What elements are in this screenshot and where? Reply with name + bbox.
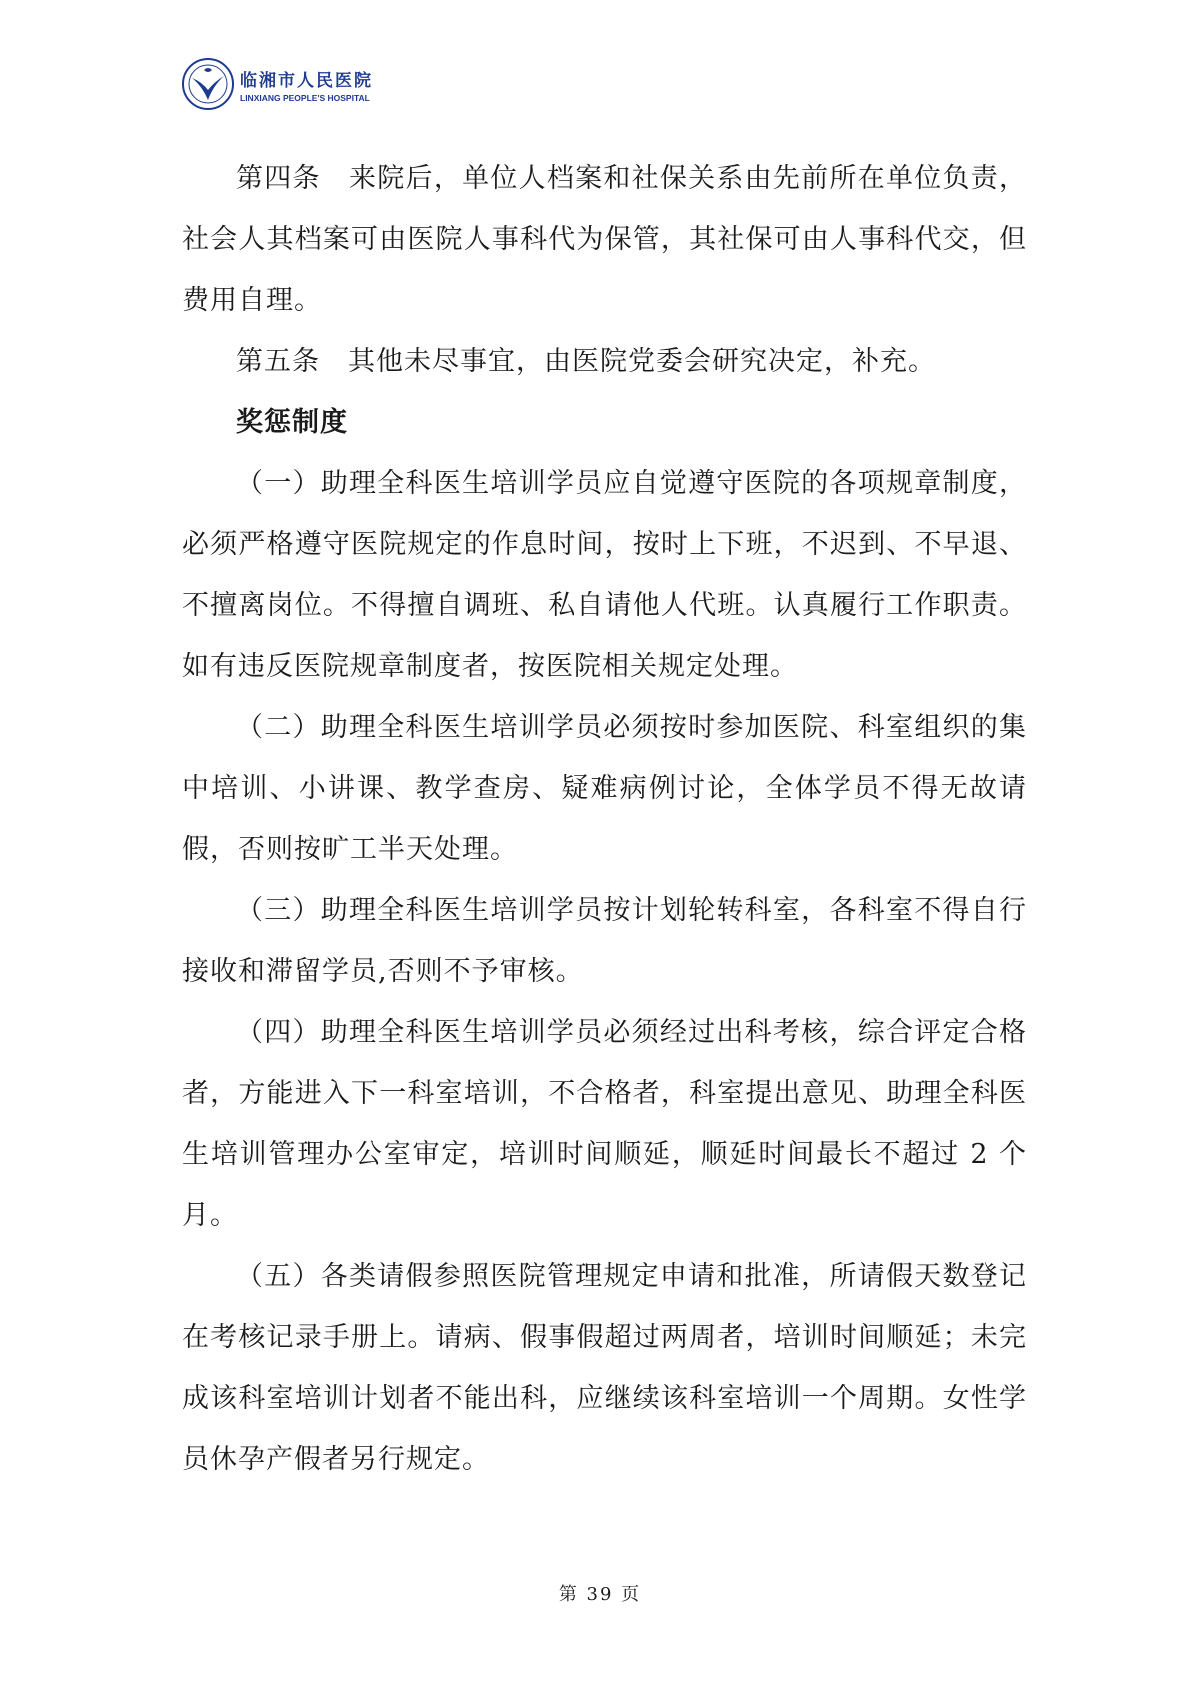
paragraph-rule-5: （五）各类请假参照医院管理规定申请和批准，所请假天数登记在考核记录手册上。请病、假事假超过两周者，培训时间顺延；未完成该科室培训计划者不能出科，应继续该科室培训一个周期。女性学员休孕产假者另行规定。 [182, 1261, 1027, 1475]
document-body [182, 148, 1027, 1490]
page-number: 第 39 页 [558, 1584, 642, 1605]
hospital-logo-icon [180, 56, 420, 112]
paragraph-rule-4: （四）助理全科医生培训学员必须经过出科考核，综合评定合格者，方能进入下一科室培训，不合格者，科室提出意见、助理全科医生培训管理办公室审定，培训时间顺延，顺延时间最长不超过 2 个月。 [182, 1017, 1027, 1231]
paragraph-rule-1: （一）助理全科医生培训学员应自觉遵守医院的各项规章制度，必须严格遵守医院规定的作息时间，按时上下班，不迟到、不早退、不擅离岗位。不得擅自调班、私自请他人代班。认真履行工作职责。如有违反医院规章制度者，按医院相关规定处理。 [182, 468, 1027, 682]
logo-name-en: LINXIANG PEOPLE'S HOSPITAL [240, 93, 370, 103]
section-heading-rewards-penalties: 奖惩制度 [236, 407, 348, 438]
hospital-logo [180, 56, 420, 112]
paragraph-rule-3: （三）助理全科医生培训学员按计划轮转科室，各科室不得自行接收和滞留学员,否则不予审核。 [182, 895, 1027, 987]
paragraph-rule-2: （二）助理全科医生培训学员必须按时参加医院、科室组织的集中培训、小讲课、教学查房、疑难病例讨论，全体学员不得无故请假，否则按旷工半天处理。 [182, 712, 1027, 865]
paragraph-article-4: 第四条 来院后，单位人档案和社保关系由先前所在单位负责，社会人其档案可由医院人事科代为保管，其社保可由人事科代交，但费用自理。 [182, 163, 1027, 316]
paragraph-article-5: 第五条 其他未尽事宜，由医院党委会研究决定，补充。 [236, 346, 936, 377]
logo-name-cn: 临湘市人民医院 [240, 71, 373, 91]
